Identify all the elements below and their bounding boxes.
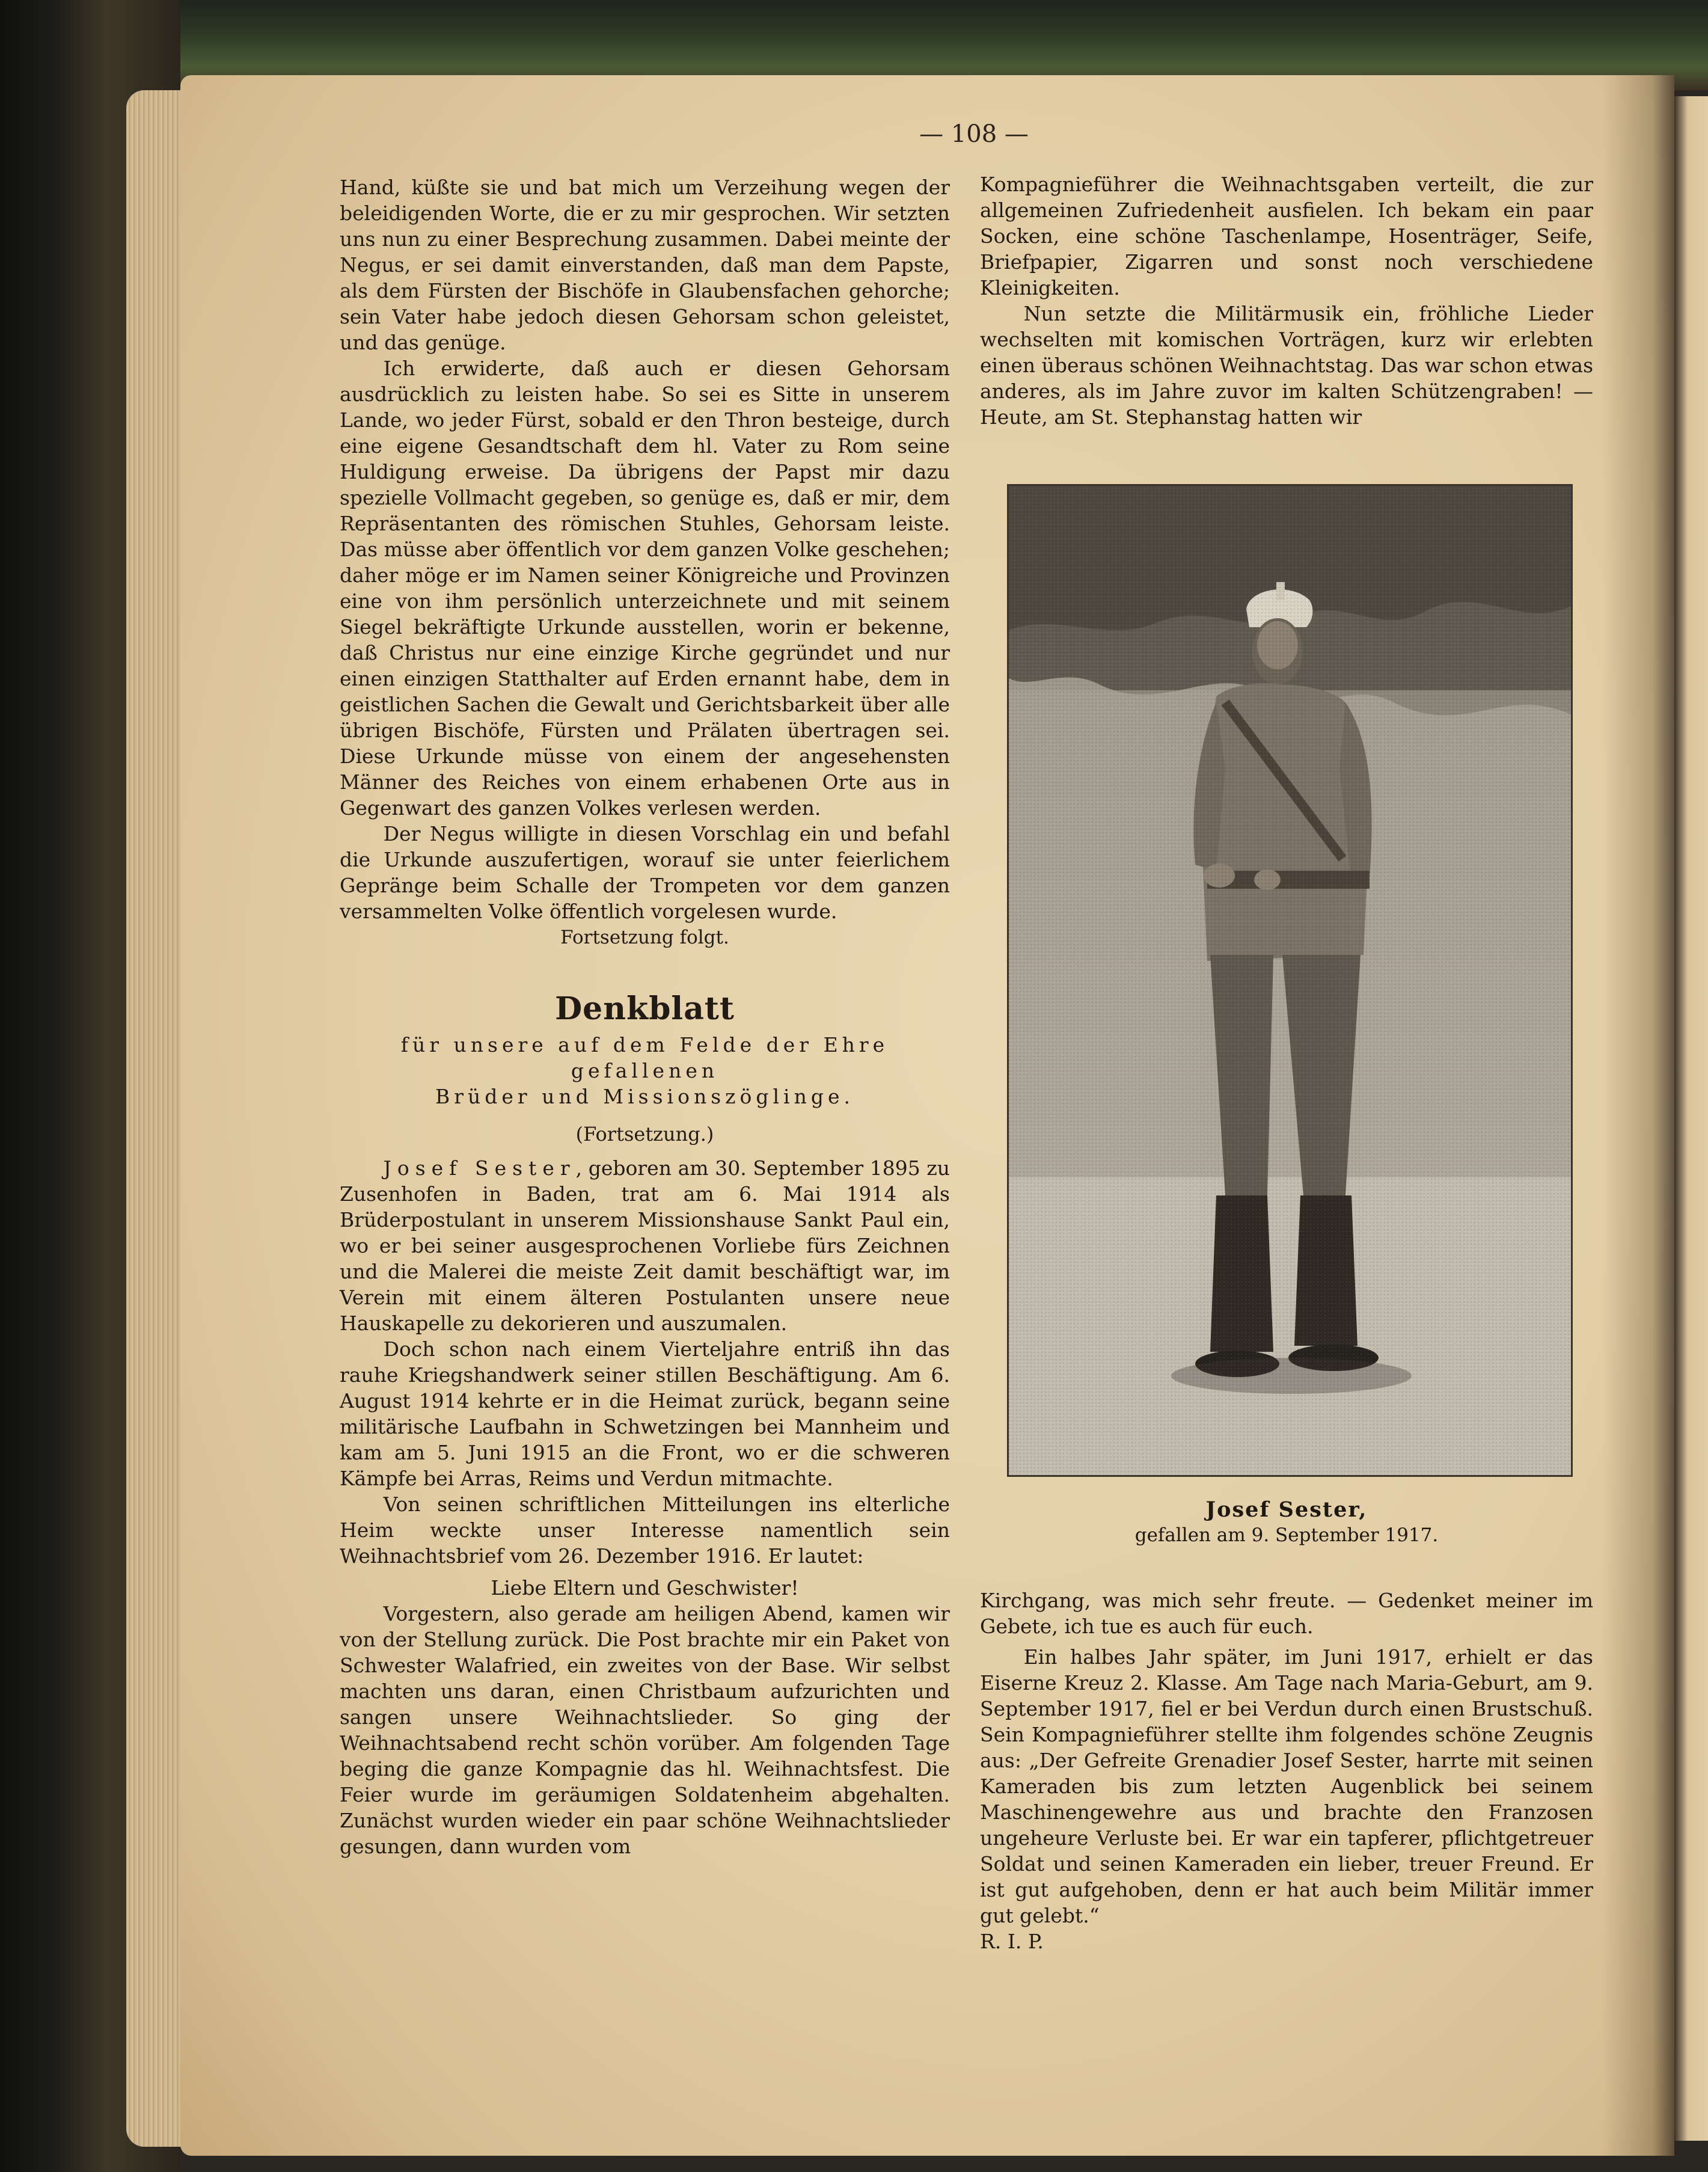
paragraph (340, 1155, 950, 1336)
continuation-note: Fortsetzung folgt. (560, 927, 729, 948)
memorial-subtitle-line-2: Brüder und Missionszöglinge. (435, 1085, 855, 1108)
letter-salutation: Liebe Eltern und Geschwister! (491, 1576, 799, 1600)
paragraph: Kompagnieführer die Weihnachtsgaben verteilt, die zur allgemeinen Zufriedenheit ausfielen. Ich bekam ein paar Socken, eine schöne Taschenlampe, Hosenträger, Seife, Briefpapier, Zigarren und sonst noch verschiedene Kleinigkeiten. (980, 173, 1593, 299)
right-column (980, 171, 1593, 430)
paragraph: Der Negus willigte in diesen Vorschlag ein und befahl die Urkunde auszufertigen, worauf sie unter feierlichem Gepränge beim Schalle der Trompeten vor dem ganzen versammelten Volke öffentlich vorgelesen wurde. (340, 822, 950, 923)
memorial-subtitle (340, 1032, 950, 1109)
memorial-note: (Fortsetzung.) (575, 1123, 714, 1146)
memorial-title: Denkblatt (555, 990, 735, 1027)
soldier-photo-image (1009, 486, 1571, 1475)
paragraph: Ich erwiderte, daß auch er diesen Gehorsam ausdrücklich zu leisten habe. So sei es Sitte in unserem Lande, wo jeder Fürst, sobald er den Thron besteige, durch eine eigene Gesandtschaft dem hl. Vater zu Rom seine Huldigung erweise. Da übrigens der Papst mir dazu spezielle Vollmacht gegeben, so genüge es, daß er mir, dem Repräsentanten des römischen Stuhles, Gehorsam leiste. Das müsse aber öffentlich vor dem ganzen Volke geschehen; daher möge er im Namen seiner Königreiche und Provinzen eine von ihm persönlich unterzeichnete und mit seinem Siegel bekräftigte Urkunde ausstellen, worin er bekenne, daß Christus nur eine einzige Kirche gegründet und nur einen einzigen Statthalter auf Erden ernannt habe, dem in geistlichen Sachen die Gewalt und Gerichtsbarkeit über alle übrigen Bischöfe, Fürsten und Prälaten übertragen sei. Diese Urkunde müsse von einem der angesehensten Männer des Reiches von einem erhabenen Orte aus in Gegenwart des ganzen Volkes verlesen werden. (340, 357, 950, 820)
facing-page-edge (1674, 96, 1708, 2141)
paragraph: Ein halbes Jahr später, im Juni 1917, erhielt er das Eiserne Kreuz 2. Klasse. Am Tage nach Maria-Geburt, am 9. September 1917, fiel er bei Verdun durch einen Brustschuß. Sein Kompagnieführer stellte ihm folgendes schöne Zeugnis aus: „Der Gefreite Grenadier Josef Sester, harrte mit seinen Kameraden bis zum letzten Augenblick bei seinem Maschinengewehre aus und brachte den Franzosen ungeheure Verluste bei. Er war ein tapferer, pflichtgetreuer Soldat und seinen Kameraden ein lieber, treuer Freund. Er ist gut aufgehoben, denn er hat auch beim Militär immer gut gelebt.“ (980, 1645, 1593, 1927)
photo-caption-date: gefallen am 9. September 1917. (1134, 1524, 1439, 1546)
paragraph: Doch schon nach einem Vierteljahre entriß ihn das rauhe Kriegshandwerk seiner stillen Beschäftigung. Am 6. August 1914 kehrte er in die Heimat zurück, begann seine militärische Laufbahn in Schwetzingen bei Mannheim und kam am 5. Juni 1915 an die Front, wo er die schweren Kämpfe bei Arras, Reims und Verdun mitmachte. (340, 1337, 950, 1490)
left-column-text (340, 174, 950, 924)
paragraph-text: , geboren am 30. September 1895 zu Zusenhofen in Baden, trat am 6. Mai 1914 als Brüderpostulant in unserem Missionshause Sankt Paul ein, wo er bei seiner ausgesprochenen Vorliebe fürs Zeichnen und die Malerei die meiste Zeit damit beschäftigt war, im Verein mit einem älteren Postulanten unsere neue Hauskapelle zu dekorieren und auszumalen. (340, 1156, 950, 1335)
paragraph: Von seinen schriftlichen Mitteilungen ins elterliche Heim weckte unser Interesse namentlich sein Weihnachtsbrief vom 26. Dezember 1916. Er lautet: (340, 1492, 950, 1568)
page-gutter-shadow (1602, 75, 1674, 2156)
page-number: — 108 — (919, 120, 1029, 148)
photo-caption-name: Josef Sester, (1205, 1497, 1368, 1522)
person-name: Josef Sester (383, 1156, 576, 1180)
right-column-bottom-text (980, 1588, 1593, 1954)
paragraph: Hand, küßte sie und bat mich um Verzeihung wegen der beleidigenden Worte, die er zu mir gesprochen. Wir setzten uns nun zu einer Besprechung zusammen. Dabei meinte der Negus, er sei damit einverstanden, daß man dem Papste, als dem Fürsten der Bischöfe in Glaubensfachen gehorche; sein Vater habe jedoch diesen Gehorsam schon geleistet, und das genüge. (340, 176, 950, 354)
memorial-text (340, 1155, 950, 1859)
closing-rip: R. I. P. (980, 1930, 1044, 1953)
left-column (340, 174, 950, 1859)
paragraph: Vorgestern, also gerade am heiligen Abend, kamen wir von der Stellung zurück. Die Post brachte mir ein Paket von Schwester Walafried, ein zweites von der Base. Wir selbst machten uns daran, einen Christbaum aufzurichten und sangen unsere Weihnachtslieder. So ging der Weihnachtsabend recht schön vorüber. Am folgenden Tage beging die ganze Kompagnie das hl. Weihnachtsfest. Die Feier wurde im geräumigen Soldatenheim abgehalten. Zunächst wurden wieder ein paar schöne Weihnachtslieder gesungen, dann wurden vom (340, 1602, 950, 1858)
right-column-text (980, 171, 1593, 430)
paragraph: Nun setzte die Militärmusik ein, fröhliche Lieder wechselten mit komischen Vorträgen, kurz wir erlebten einen überaus schönen Weihnachtstag. Das war schon etwas anderes, als im Jahre zuvor im kalten Schützengraben! — Heute, am St. Stephanstag hatten wir (980, 302, 1593, 429)
memorial-subtitle-line-1: für unsere auf dem Felde der Ehre gefallenen (400, 1033, 889, 1082)
paragraph: Kirchgang, was mich sehr freute. — Gedenket meiner im Gebete, ich tue es auch für euch. (980, 1589, 1593, 1638)
soldier-photo (1007, 484, 1573, 1477)
right-column-bottom (980, 1588, 1593, 1954)
